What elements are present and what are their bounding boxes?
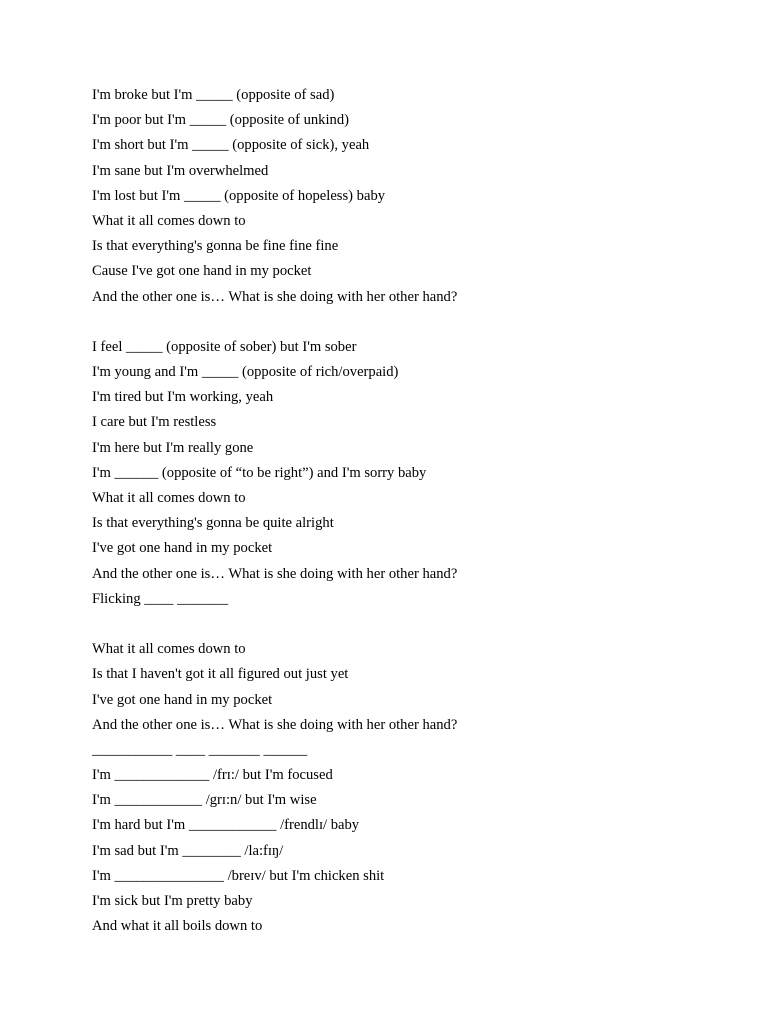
lyric-line: I'm ____________ /grɪ:n/ but I'm wise (92, 792, 317, 809)
lyric-line: I'm ______ (opposite of “to be right”) and I'm sorry baby (92, 464, 427, 481)
lyric-line: I've got one hand in my pocket (92, 540, 273, 557)
lyric-line: I'm _______________ /breɪv/ but I'm chicken shit (92, 867, 385, 884)
stanza-break (92, 310, 732, 335)
lyric-line: I'm lost but I'm _____ (opposite of hopeless) baby (92, 187, 386, 204)
lyric-line: I've got one hand in my pocket (92, 691, 273, 708)
lyric-line: I'm _____________ /frɪ:/ but I'm focused (92, 767, 333, 784)
lyric-line: Cause I've got one hand in my pocket (92, 263, 312, 280)
lyric-line: I'm young and I'm _____ (opposite of rich/overpaid) (92, 364, 399, 381)
lyric-line: I'm poor but I'm _____ (opposite of unkind) (92, 112, 349, 129)
lyric-line: Is that I haven't got it all figured out just yet (92, 666, 349, 683)
lyric-line: What it all comes down to (92, 212, 246, 229)
lyric-line: I'm short but I'm _____ (opposite of sick), yeah (92, 137, 370, 154)
lyric-line: I'm tired but I'm working, yeah (92, 389, 274, 406)
lyric-line: What it all comes down to (92, 490, 246, 506)
lyric-line: And the other one is… What is she doing with her other hand? (92, 288, 458, 305)
lyric-line: I care but I'm restless (92, 414, 217, 431)
lyric-line: I feel _____ (opposite of sober) but I'm sober (92, 338, 357, 355)
lyrics-text (92, 83, 732, 939)
lyric-line: I'm broke but I'm _____ (opposite of sad) (92, 87, 335, 103)
lyric-line: And what it all boils down to (92, 918, 263, 935)
lyric-line: Is that everything's gonna be quite alright (92, 515, 334, 532)
lyric-line: I'm sick but I'm pretty baby (92, 893, 253, 909)
lyric-line: And the other one is… What is she doing with her other hand? (92, 716, 458, 733)
stanza-break (92, 612, 732, 637)
lyric-line: I'm hard but I'm ____________ /frendlɪ/ baby (92, 817, 360, 834)
lyric-line: And the other one is… What is she doing with her other hand? (92, 565, 458, 582)
lyric-line: I'm here but I'm really gone (92, 439, 254, 456)
lyric-line: I'm sad but I'm ________ /la:fɪŋ/ (92, 842, 284, 859)
lyric-line: I'm sane but I'm overwhelmed (92, 162, 269, 179)
lyric-line: Is that everything's gonna be fine fine fine (92, 238, 339, 255)
lyric-line: Flicking ____ _______ (92, 590, 229, 607)
lyric-line: What it all comes down to (92, 641, 246, 658)
lyric-line: ___________ ____ _______ ______ (92, 741, 308, 758)
